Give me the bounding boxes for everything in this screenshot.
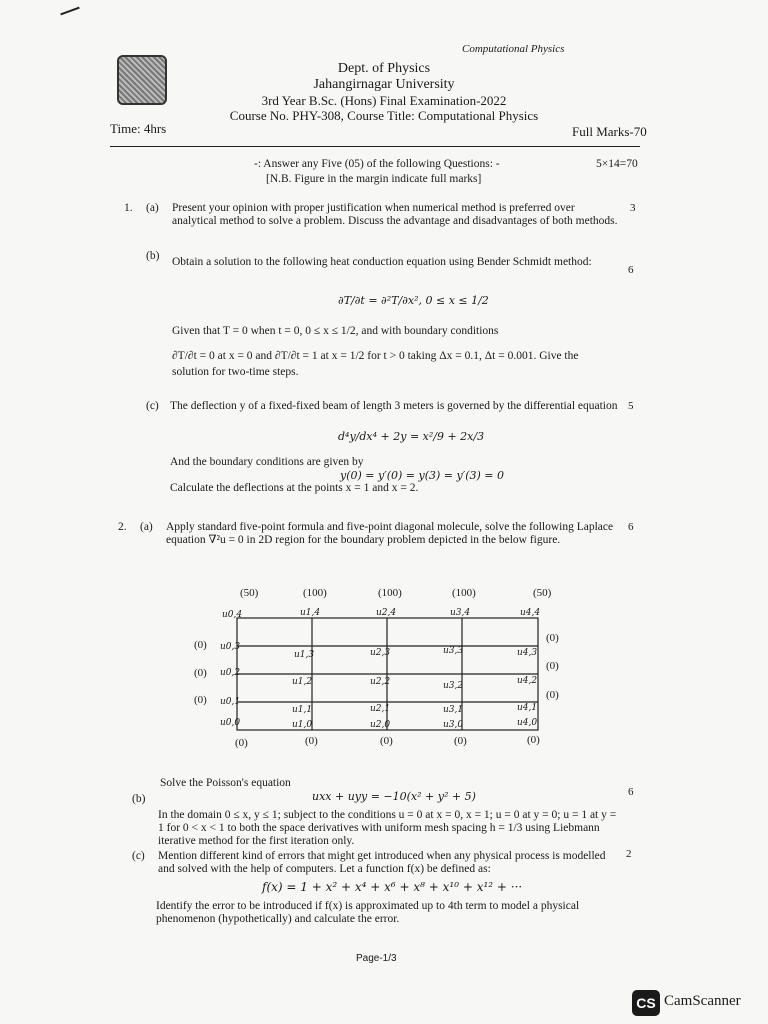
camscanner-logo-icon: CS (632, 990, 660, 1016)
left-boundary-value: (0) (194, 639, 207, 651)
q2b-label: (b) (132, 793, 146, 805)
node-label: u1,1 (292, 705, 313, 715)
university-title: Jahangirnagar University (313, 77, 455, 92)
node-label: u1,2 (292, 677, 313, 687)
q2c-text: Mention different kind of errors that might get introduced when any physical process is modelled and solved with the help of computers. Let a function f(x) be defined as: (158, 850, 606, 875)
node-label: u0,1 (220, 697, 241, 707)
dept-title: Dept. of Physics (337, 61, 431, 76)
node-label: u0,0 (220, 718, 241, 728)
full-marks-label: Full Marks-70 (572, 124, 647, 139)
bottom-boundary-value: (0) (454, 735, 467, 747)
node-label: u2,0 (370, 720, 391, 730)
q2c-mark: 2 (626, 848, 632, 860)
q2c-label: (c) (132, 850, 145, 862)
corner-note: Computational Physics (462, 43, 565, 55)
bottom-boundary-value: (0) (380, 735, 393, 747)
q1c-label: (c) (146, 400, 159, 412)
q2a-text: Apply standard five-point formula and five-point diagonal molecule, solve the following Laplace equation ∇²u = 0 in 2D region for the boundary problem depicted in the below figure. (166, 521, 614, 546)
q2a-mark: 6 (628, 521, 634, 533)
node-label: u1,4 (300, 608, 321, 618)
q1c-equation: d⁴y/dx⁴ + 2y = x²/9 + 2x/3 (338, 430, 485, 443)
node-label: u3,3 (443, 646, 464, 656)
node-label: u3,4 (450, 608, 471, 618)
node-label: u4,4 (520, 608, 541, 618)
top-boundary-value: (100) (303, 587, 327, 599)
q1a-label: (a) (146, 202, 159, 214)
top-boundary-value: (50) (533, 587, 552, 599)
q1c-end: Calculate the deflections at the points x = 1 and x = 2. (170, 482, 419, 494)
q1b-boundary: ∂T/∂t = 0 at x = 0 and ∂T/∂t = 1 at x = 1/2 for t > 0 taking Δx = 0.1, Δt = 0.001. Give the (172, 350, 579, 362)
exam-title: 3rd Year B.Sc. (Hons) Final Examination-2022 (261, 93, 507, 108)
course-title: Course No. PHY-308, Course Title: Computational Physics (229, 108, 539, 123)
q2b-intro: Solve the Poisson's equation (160, 777, 291, 789)
q1c-text: The deflection y of a fixed-fixed beam of length 3 meters is governed by the differential equation (170, 400, 618, 412)
node-label: u0,4 (222, 610, 243, 620)
q1c-mark: 5 (628, 400, 634, 412)
bottom-boundary-value: (0) (235, 737, 248, 749)
q1a-mark: 3 (630, 202, 636, 214)
node-label: u3,0 (443, 720, 464, 730)
q1b-text: Obtain a solution to the following heat conduction equation using Bender Schmidt method: (172, 256, 592, 268)
bottom-boundary-value: (0) (527, 734, 540, 746)
q1c-bc-intro: And the boundary conditions are given by (170, 456, 364, 468)
left-boundary-value: (0) (194, 667, 207, 679)
page-number: Page-1/3 (356, 953, 397, 964)
right-boundary-value: (0) (546, 632, 559, 644)
q1b-equation: ∂T/∂t = ∂²T/∂x², 0 ≤ x ≤ 1/2 (338, 294, 489, 307)
time-label: Time: 4hrs (110, 121, 167, 136)
node-label: u2,1 (370, 704, 391, 714)
node-label: u0,2 (220, 668, 241, 678)
camscanner-brand: CamScanner (664, 993, 741, 1009)
node-label: u0,3 (220, 642, 241, 652)
node-label: u4,3 (517, 648, 538, 658)
q1b-mark: 6 (628, 264, 634, 276)
top-boundary-value: (100) (452, 587, 476, 599)
q2b-mark: 6 (628, 786, 634, 798)
node-label: u2,4 (376, 608, 397, 618)
q1b-end: solution for two-time steps. (172, 366, 299, 378)
node-label: u4,0 (517, 718, 538, 728)
q1a-text: Present your opinion with proper justification when numerical method is preferred over analytical method to solve a problem. Discuss the advantage and disadvantages of both methods. (172, 202, 618, 227)
q2a-label: (a) (140, 521, 153, 533)
instruction-note: [N.B. Figure in the margin indicate full marks] (266, 173, 482, 185)
node-label: u3,1 (443, 705, 464, 715)
right-boundary-value: (0) (546, 689, 559, 701)
q1b-label: (b) (146, 250, 160, 262)
q1c-bc: y(0) = y′(0) = y(3) = y′(3) = 0 (340, 469, 505, 482)
q2c-equation: f(x) = 1 + x² + x⁴ + x⁶ + x⁸ + x¹⁰ + x¹² + ··· (262, 880, 523, 894)
node-label: u4,2 (517, 676, 538, 686)
node-label: u1,0 (292, 720, 313, 730)
node-label: u3,2 (443, 681, 464, 691)
top-boundary-value: (50) (240, 587, 259, 599)
q2b-equation: uxx + uyy = −10(x² + y² + 5) (312, 790, 476, 803)
node-label: u1,3 (294, 650, 315, 660)
q2b-text: In the domain 0 ≤ x, y ≤ 1; subject to the conditions u = 0 at x = 0, x = 1; u = 0 at y = 0; u = 1 at y = 1 for 0 < x < 1 to both the space derivatives with uniform mesh spacing h = 1/3 using Liebmann iterative method for the first iteration only. (158, 809, 617, 847)
node-label: u2,3 (370, 648, 391, 658)
q2c-end: Identify the error to be introduced if f(x) is approximated up to 4th term to model a physical phenomenon (hypothetically) and calculate the error. (156, 900, 580, 925)
node-label: u2,2 (370, 677, 391, 687)
right-boundary-value: (0) (546, 660, 559, 672)
instruction-marks: 5×14=70 (596, 158, 638, 170)
node-label: u4,1 (517, 703, 538, 713)
q1b-given: Given that T = 0 when t = 0, 0 ≤ x ≤ 1/2, and with boundary conditions (172, 325, 499, 337)
instruction-line: -: Answer any Five (05) of the following Questions: - (254, 158, 500, 170)
top-boundary-value: (100) (378, 587, 402, 599)
q2-number: 2. (118, 521, 127, 533)
q1-number: 1. (124, 202, 133, 214)
bottom-boundary-value: (0) (305, 735, 318, 747)
left-boundary-value: (0) (194, 694, 207, 706)
